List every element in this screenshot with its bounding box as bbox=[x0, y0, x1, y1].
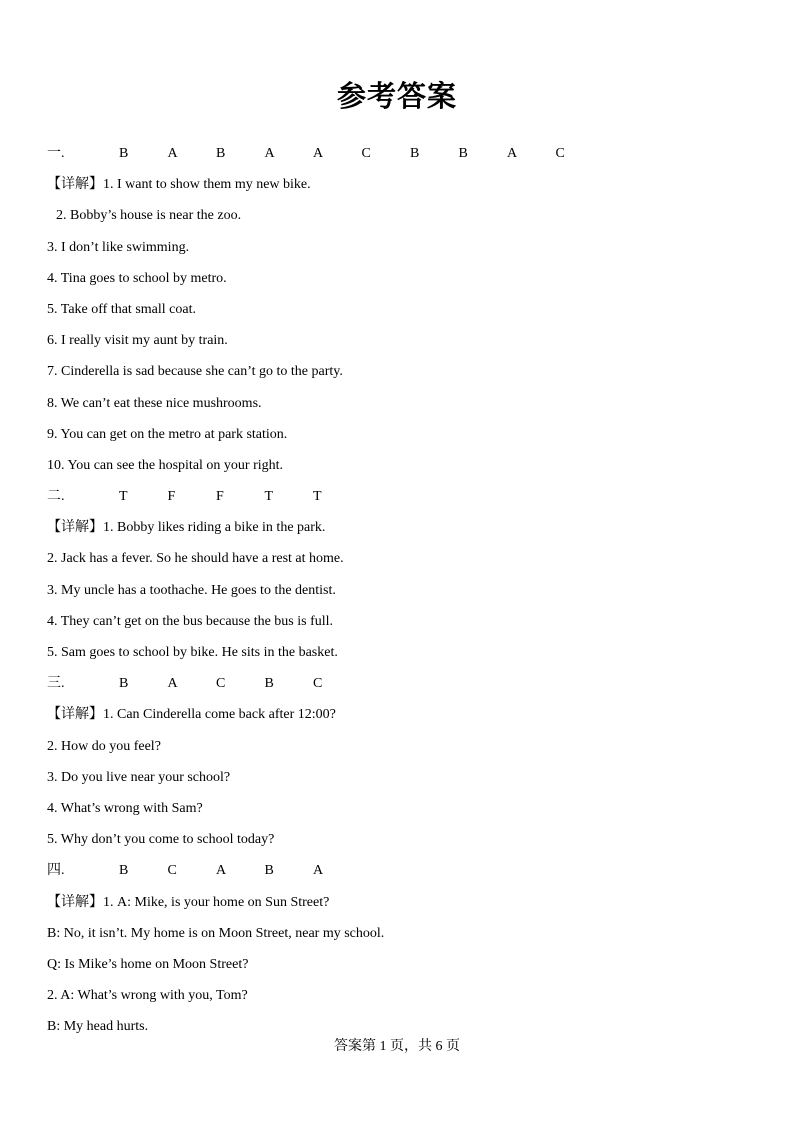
answer-item: B bbox=[119, 676, 129, 692]
answer-item: A bbox=[216, 863, 227, 879]
detail-line bbox=[47, 169, 747, 200]
section-2-label: 二. bbox=[47, 489, 65, 505]
detail-text: 1. Bobby likes riding a bike in the park. bbox=[103, 520, 326, 536]
detail-line: 2. A: What’s wrong with you, Tom? bbox=[47, 988, 248, 1004]
answer-item: A bbox=[167, 676, 178, 692]
detail-tag: 【详解】 bbox=[47, 520, 103, 536]
detail-line: Q: Is Mike’s home on Moon Street? bbox=[47, 956, 249, 972]
detail-line: 10. You can see the hospital on your right. bbox=[47, 457, 284, 473]
answer-item: B bbox=[264, 676, 274, 692]
detail-line: 3. I don’t like swimming. bbox=[47, 239, 190, 255]
detail-line: 5. Take off that small coat. bbox=[47, 301, 196, 317]
detail-line: 4. What’s wrong with Sam? bbox=[47, 800, 203, 816]
section-4-answers bbox=[47, 855, 747, 886]
section-1-answers bbox=[47, 138, 747, 169]
answer-item: A bbox=[264, 146, 275, 161]
page-footer: 答案第 1 页，共 6 页 bbox=[334, 1039, 460, 1054]
detail-line bbox=[47, 699, 747, 730]
detail-line: 4. Tina goes to school by metro. bbox=[47, 270, 227, 286]
detail-text: 1. Can Cinderella come back after 12:00? bbox=[103, 707, 336, 723]
detail-line: 5. Sam goes to school by bike. He sits in the basket. bbox=[47, 645, 338, 660]
section-3-answers bbox=[47, 668, 747, 699]
answer-content bbox=[47, 138, 747, 1042]
answer-item: A bbox=[313, 863, 324, 879]
answer-item: T bbox=[264, 489, 274, 505]
detail-line: 2. Jack has a fever. So he should have a rest at home. bbox=[47, 551, 344, 567]
detail-line: 8. We can’t eat these nice mushrooms. bbox=[47, 395, 262, 411]
detail-text: 1. I want to show them my new bike. bbox=[103, 177, 311, 193]
detail-tag: 【详解】 bbox=[47, 177, 103, 193]
detail-line: 6. I really visit my aunt by train. bbox=[47, 333, 228, 349]
detail-line: 3. My uncle has a toothache. He goes to the dentist. bbox=[47, 582, 336, 598]
page-title: 参考答案 bbox=[336, 81, 457, 113]
section-4-label: 四. bbox=[47, 863, 65, 879]
answer-item: C bbox=[313, 676, 323, 692]
answer-item: A bbox=[167, 146, 178, 161]
answer-item: T bbox=[119, 489, 128, 505]
answer-item: B bbox=[216, 146, 226, 161]
answer-item: C bbox=[361, 146, 371, 161]
answer-item: T bbox=[313, 489, 322, 505]
detail-line bbox=[47, 887, 747, 918]
detail-line: 5. Why don’t you come to school today? bbox=[47, 832, 275, 848]
section-2-answers bbox=[47, 481, 747, 512]
detail-line bbox=[47, 512, 747, 543]
detail-tag: 【详解】 bbox=[47, 707, 103, 723]
detail-text: 1. A: Mike, is your home on Sun Street? bbox=[103, 894, 330, 910]
answer-item: B bbox=[410, 146, 420, 161]
answer-item: F bbox=[216, 489, 224, 505]
detail-tag: 【详解】 bbox=[47, 894, 103, 910]
answer-item: A bbox=[313, 146, 324, 161]
answer-item: C bbox=[555, 146, 565, 161]
answer-item: C bbox=[167, 863, 177, 879]
answer-item: B bbox=[458, 146, 468, 161]
detail-line: 2. Bobby’s house is near the zoo. bbox=[56, 208, 242, 224]
answer-item: B bbox=[264, 863, 274, 879]
detail-line: 4. They can’t get on the bus because the bus is full. bbox=[47, 613, 334, 629]
answer-item: B bbox=[119, 863, 129, 879]
detail-line: 7. Cinderella is sad because she can’t go to the party. bbox=[47, 364, 343, 380]
detail-line: 2. How do you feel? bbox=[47, 738, 161, 754]
answer-item: B bbox=[119, 146, 129, 161]
answer-item: F bbox=[167, 489, 176, 505]
answer-item: C bbox=[216, 676, 226, 692]
section-3-label: 三. bbox=[47, 676, 65, 692]
detail-line: B: My head hurts. bbox=[47, 1019, 149, 1035]
detail-line: B: No, it isn’t. My home is on Moon Street, near my school. bbox=[47, 925, 385, 941]
answer-item: A bbox=[507, 146, 518, 161]
section-1-label: 一. bbox=[47, 146, 65, 161]
detail-line: 3. Do you live near your school? bbox=[47, 769, 231, 785]
detail-line: 9. You can get on the metro at park station. bbox=[47, 426, 288, 442]
